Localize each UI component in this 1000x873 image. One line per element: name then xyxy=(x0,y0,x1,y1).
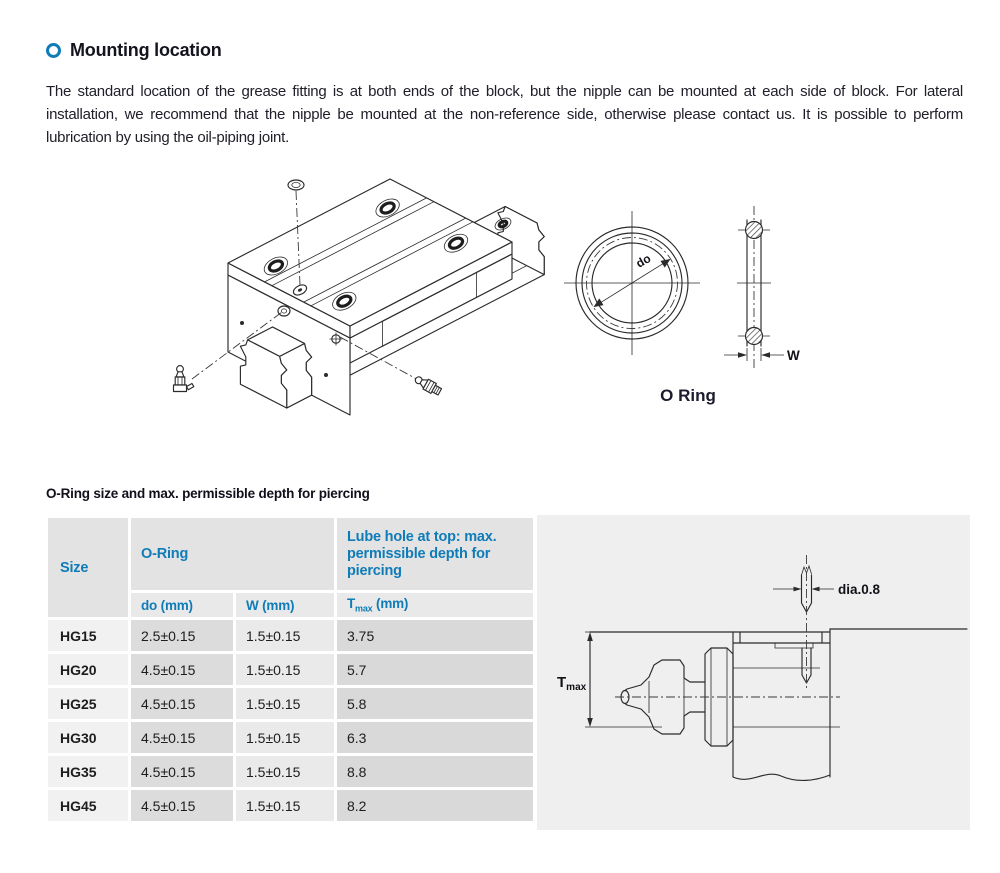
cell-tmax: 5.8 xyxy=(337,688,533,719)
cell-w: 1.5±0.15 xyxy=(236,654,334,685)
cell-size: HG35 xyxy=(48,756,128,787)
cell-tmax: 3.75 xyxy=(337,620,533,651)
intro-paragraph: The standard location of the grease fitting is at both ends of the block, but the nipple can be mounted at each side of block. For lateral installation, we recommend that the nipple be mounted at the non-reference side, otherwise please contact us. It is possible to perform lubrication by using the oil-piping joint. xyxy=(46,83,963,146)
cell-w: 1.5±0.15 xyxy=(236,722,334,753)
w-label: W xyxy=(787,348,800,363)
cell-size: HG30 xyxy=(48,722,128,753)
oring-front-view xyxy=(564,211,700,355)
col-header-lube-hole: Lube hole at top: max. permissible depth for piercing xyxy=(337,518,533,590)
table-row xyxy=(48,790,533,821)
section-heading xyxy=(46,40,222,61)
nipple-section-drawing xyxy=(557,555,967,780)
oring-side-view xyxy=(724,206,800,370)
cell-w: 1.5±0.15 xyxy=(236,620,334,651)
cell-size: HG15 xyxy=(48,620,128,651)
subcol-header-w: W (mm) xyxy=(236,593,334,617)
cell-size: HG20 xyxy=(48,654,128,685)
tmax-label: $T_{max}$ xyxy=(557,674,587,693)
tmax-dimension xyxy=(557,632,840,727)
cell-w: 1.5±0.15 xyxy=(236,790,334,821)
block-isometric-drawing xyxy=(140,163,550,445)
cell-w: 1.5±0.15 xyxy=(236,756,334,787)
cell-do: 4.5±0.15 xyxy=(131,654,233,685)
table-row xyxy=(48,620,533,651)
cell-do: 4.5±0.15 xyxy=(131,722,233,753)
cell-tmax: 8.8 xyxy=(337,756,533,787)
cell-size: HG45 xyxy=(48,790,128,821)
table-row xyxy=(48,722,533,753)
piercing-pin xyxy=(802,555,812,690)
subcol-header-tmax: $T_{max}$ (mm) xyxy=(337,593,533,617)
cell-tmax: 5.7 xyxy=(337,654,533,685)
col-header-oring: O-Ring xyxy=(131,518,334,590)
cell-do: 4.5±0.15 xyxy=(131,756,233,787)
dia-dimension xyxy=(773,582,881,597)
cell-w: 1.5±0.15 xyxy=(236,688,334,719)
table-row xyxy=(48,756,533,787)
oring-caption: O Ring xyxy=(660,386,716,405)
cell-tmax: 8.2 xyxy=(337,790,533,821)
cell-tmax: 6.3 xyxy=(337,722,533,753)
table-row xyxy=(48,654,533,685)
table-row xyxy=(48,688,533,719)
oring-size-table xyxy=(45,515,536,824)
cell-do: 4.5±0.15 xyxy=(131,790,233,821)
section-heading-label: Mounting location xyxy=(70,40,222,60)
subcol-header-do: do (mm) xyxy=(131,593,233,617)
cell-do: 2.5±0.15 xyxy=(131,620,233,651)
bullet-ring-icon xyxy=(46,43,61,58)
table-title: O-Ring size and max. permissible depth for piercing xyxy=(46,486,370,501)
w-dimension xyxy=(724,348,800,363)
dia-label: dia.0.8 xyxy=(838,582,881,597)
cell-size: HG25 xyxy=(48,688,128,719)
cell-do: 4.5±0.15 xyxy=(131,688,233,719)
do-label: do xyxy=(633,251,654,271)
piercing-depth-drawing-panel xyxy=(537,515,970,830)
oring-dimension-diagram xyxy=(552,198,817,416)
col-header-size: Size xyxy=(48,518,128,617)
